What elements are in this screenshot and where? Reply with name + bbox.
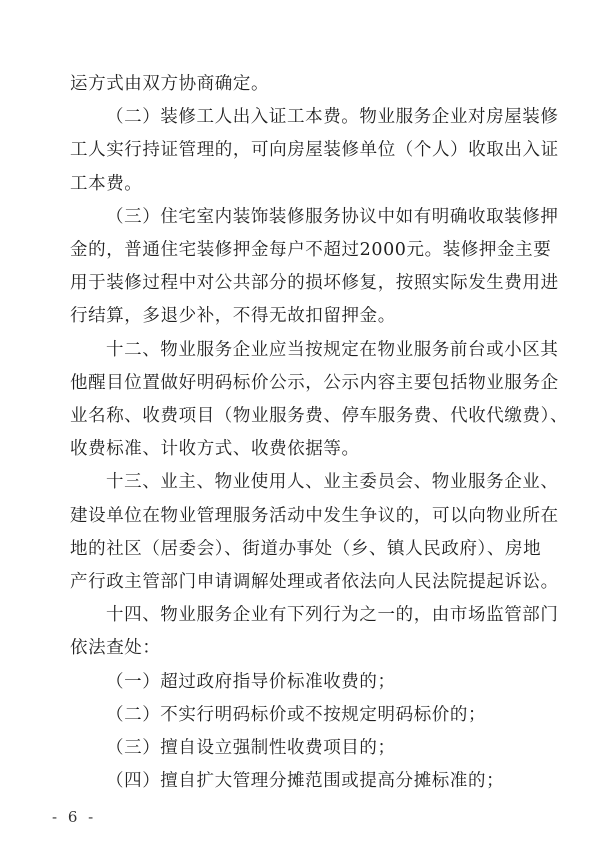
list-item: （三）擅自设立强制性收费项目的；: [106, 738, 396, 758]
text-line: 行结算，多退少补，不得无故扣留押金。: [70, 306, 396, 327]
list-item: （一）超过政府指导价标准收费的；: [106, 671, 396, 692]
text-line: 运方式由双方协商确定。: [70, 74, 270, 94]
text-line: 工本费。: [70, 173, 143, 194]
text-line: 金的，普通住宅装修押金每户不超过2000元。装修押金主要: [70, 240, 552, 260]
text-line: 建设单位在物业管理服务活动中发生争议的，可以向物业所在: [70, 505, 559, 526]
text-line: 十四、物业服务企业有下列行为之一的，由市场监管部门: [106, 605, 559, 626]
text-line: 收费标准、计收方式、收费依据等。: [70, 439, 360, 460]
text-line: 产行政主管部门申请调解处理或者依法向人民法院提起诉讼。: [70, 572, 559, 592]
text-line: （三）住宅室内装饰装修服务协议中如有明确收取装修押: [106, 206, 559, 227]
text-line: 依法查处：: [70, 638, 161, 659]
text-line: 用于装修过程中对公共部分的损坏修复，按照实际发生费用进: [70, 273, 559, 294]
text-line: 地的社区（居委会）、街道办事处（乡、镇人民政府）、房地: [70, 538, 542, 559]
text-line: （二）装修工人出入证工本费。物业服务企业对房屋装修: [106, 107, 559, 128]
text-line: 十三、业主、物业使用人、业主委员会、物业服务企业、: [106, 472, 559, 493]
text-line: 业名称、收费项目（物业服务费、停车服务费、代收代缴费）、: [70, 406, 569, 426]
list-item: （二）不实行明码标价或不按规定明码标价的；: [106, 704, 487, 725]
list-item: （四）擅自扩大管理分摊范围或提高分摊标准的；: [106, 771, 505, 792]
text-line: 工人实行持证管理的，可向房屋装修单位（个人）收取出入证: [70, 140, 559, 161]
text-line: 十二、物业服务企业应当按规定在物业服务前台或小区其: [106, 339, 559, 360]
text-line: 他醒目位置做好明码标价公示，公示内容主要包括物业服务企: [70, 372, 559, 393]
page-number: - 6 -: [52, 808, 97, 827]
